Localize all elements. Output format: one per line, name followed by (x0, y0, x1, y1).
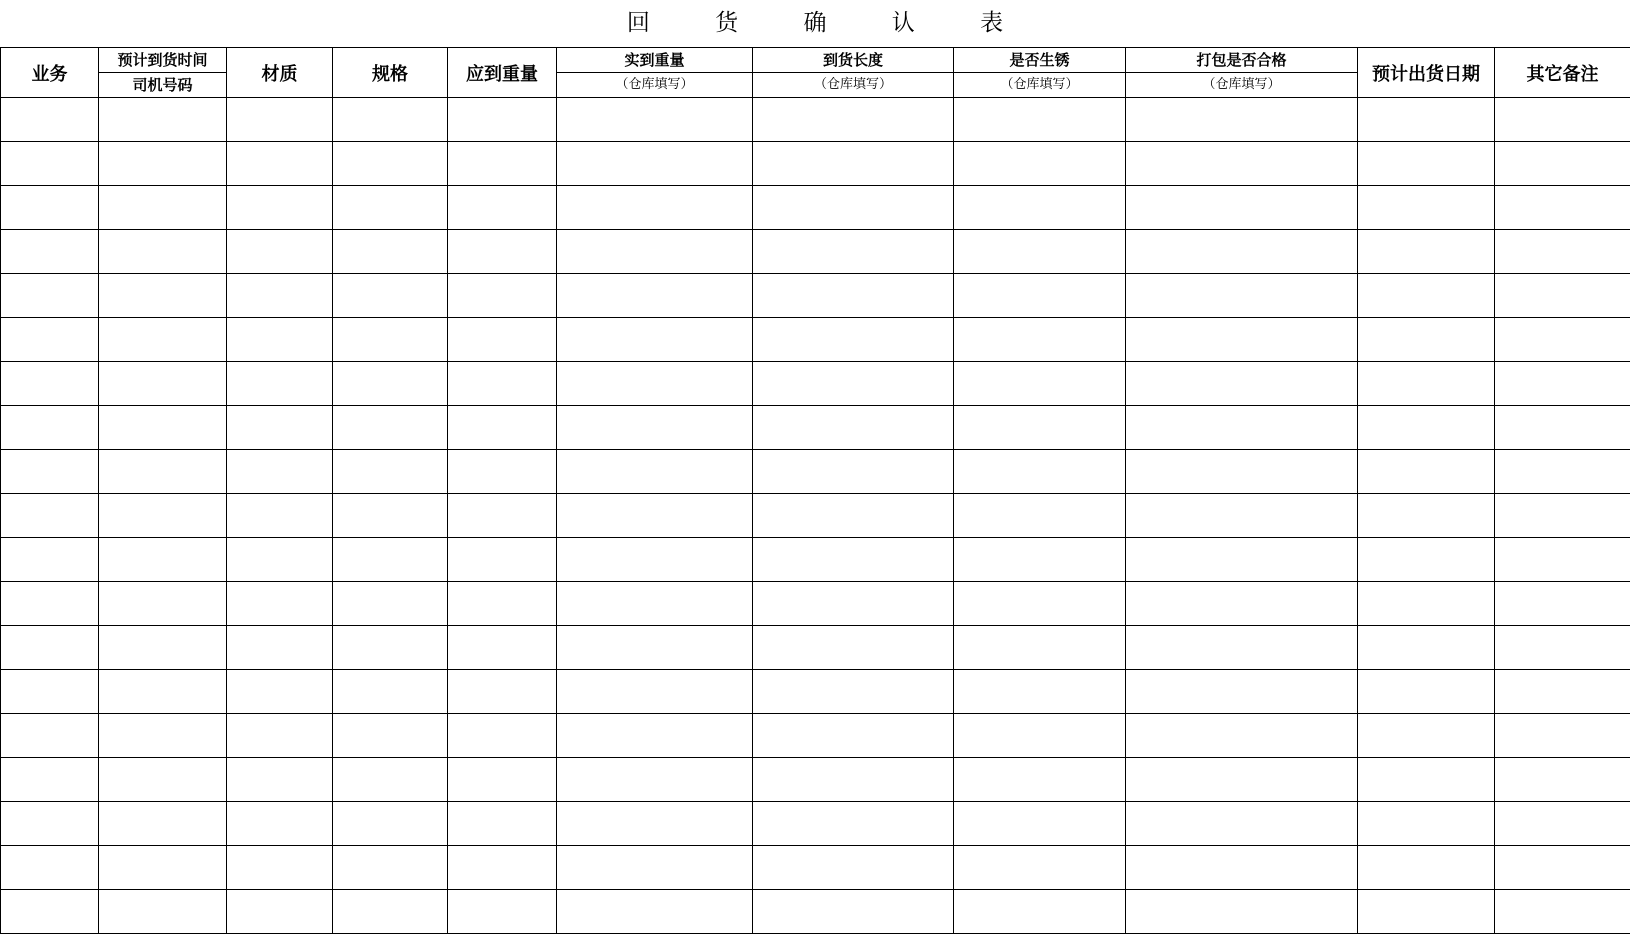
table-cell-spec[interactable] (333, 714, 448, 758)
table-cell-ship_date[interactable] (1358, 98, 1495, 142)
table-cell-remarks[interactable] (1495, 758, 1630, 802)
table-cell-rusted[interactable] (954, 142, 1126, 186)
table-cell-remarks[interactable] (1495, 318, 1630, 362)
table-cell-arrival_length[interactable] (753, 494, 954, 538)
table-cell-rusted[interactable] (954, 98, 1126, 142)
table-cell-material[interactable] (227, 98, 333, 142)
table-row (1, 582, 1630, 626)
table-cell-actual_weight[interactable] (557, 186, 753, 230)
table-cell-eta_driver[interactable] (99, 142, 227, 186)
table-cell-eta_driver[interactable] (99, 362, 227, 406)
table-cell-material[interactable] (227, 450, 333, 494)
table-cell-arrival_length[interactable] (753, 626, 954, 670)
table-cell-remarks[interactable] (1495, 802, 1630, 846)
table-cell-arrival_length[interactable] (753, 714, 954, 758)
table-cell-actual_weight[interactable] (557, 802, 753, 846)
table-cell-actual_weight[interactable] (557, 758, 753, 802)
table-cell-actual_weight[interactable] (557, 714, 753, 758)
header-spec: 规格 (333, 48, 448, 98)
table-cell-business[interactable] (1, 142, 99, 186)
table-cell-actual_weight[interactable] (557, 670, 753, 714)
table-cell-business[interactable] (1, 846, 99, 890)
table-cell-expected_weight[interactable] (448, 846, 557, 890)
header-business: 业务 (1, 48, 99, 98)
table-cell-expected_weight[interactable] (448, 186, 557, 230)
header-actual-weight: 实到重量 (557, 48, 753, 73)
table-cell-arrival_length[interactable] (753, 670, 954, 714)
table-cell-arrival_length[interactable] (753, 274, 954, 318)
table-cell-expected_weight[interactable] (448, 406, 557, 450)
table-cell-rusted[interactable] (954, 450, 1126, 494)
table-cell-material[interactable] (227, 318, 333, 362)
header-material: 材质 (227, 48, 333, 98)
table-cell-rusted[interactable] (954, 714, 1126, 758)
table-row (1, 142, 1630, 186)
table-cell-ship_date[interactable] (1358, 494, 1495, 538)
table-cell-packing_ok[interactable] (1126, 670, 1358, 714)
table-row (1, 450, 1630, 494)
table-cell-actual_weight[interactable] (557, 890, 753, 934)
table-row (1, 362, 1630, 406)
table-cell-remarks[interactable] (1495, 714, 1630, 758)
table-cell-business[interactable] (1, 98, 99, 142)
table-cell-material[interactable] (227, 670, 333, 714)
table-cell-ship_date[interactable] (1358, 274, 1495, 318)
table-cell-spec[interactable] (333, 230, 448, 274)
header-note-actual-weight: （仓库填写） (557, 73, 753, 98)
table-cell-material[interactable] (227, 274, 333, 318)
table-cell-rusted[interactable] (954, 186, 1126, 230)
table-cell-business[interactable] (1, 890, 99, 934)
table-cell-business[interactable] (1, 318, 99, 362)
header-rusted: 是否生锈 (954, 48, 1126, 73)
table-cell-eta_driver[interactable] (99, 758, 227, 802)
table-cell-material[interactable] (227, 890, 333, 934)
table-row (1, 494, 1630, 538)
table-cell-arrival_length[interactable] (753, 186, 954, 230)
table-cell-business[interactable] (1, 538, 99, 582)
header-row-top (1, 48, 1630, 73)
table-cell-packing_ok[interactable] (1126, 538, 1358, 582)
table-cell-material[interactable] (227, 714, 333, 758)
table-cell-actual_weight[interactable] (557, 538, 753, 582)
table-cell-packing_ok[interactable] (1126, 802, 1358, 846)
table-cell-rusted[interactable] (954, 846, 1126, 890)
header-eta: 预计到货时间 (99, 48, 227, 73)
table-cell-material[interactable] (227, 142, 333, 186)
table-cell-spec[interactable] (333, 362, 448, 406)
table-cell-packing_ok[interactable] (1126, 186, 1358, 230)
table-cell-business[interactable] (1, 802, 99, 846)
table-cell-material[interactable] (227, 230, 333, 274)
table-cell-eta_driver[interactable] (99, 626, 227, 670)
table-cell-remarks[interactable] (1495, 186, 1630, 230)
table-cell-remarks[interactable] (1495, 98, 1630, 142)
table-cell-expected_weight[interactable] (448, 362, 557, 406)
table-cell-arrival_length[interactable] (753, 802, 954, 846)
table-cell-remarks[interactable] (1495, 230, 1630, 274)
table-cell-arrival_length[interactable] (753, 318, 954, 362)
table-cell-arrival_length[interactable] (753, 758, 954, 802)
table-cell-spec[interactable] (333, 450, 448, 494)
table-row (1, 274, 1630, 318)
table-cell-expected_weight[interactable] (448, 142, 557, 186)
table-cell-spec[interactable] (333, 98, 448, 142)
table-cell-material[interactable] (227, 802, 333, 846)
header-ship-date: 预计出货日期 (1358, 48, 1495, 98)
table-cell-eta_driver[interactable] (99, 714, 227, 758)
table-cell-remarks[interactable] (1495, 142, 1630, 186)
header-packing-ok: 打包是否合格 (1126, 48, 1358, 73)
header-note-packing-ok: （仓库填写） (1126, 73, 1358, 98)
table-cell-expected_weight[interactable] (448, 98, 557, 142)
table-cell-eta_driver[interactable] (99, 890, 227, 934)
table-cell-rusted[interactable] (954, 494, 1126, 538)
table-cell-eta_driver[interactable] (99, 318, 227, 362)
table-cell-business[interactable] (1, 714, 99, 758)
table-cell-packing_ok[interactable] (1126, 362, 1358, 406)
table-cell-spec[interactable] (333, 142, 448, 186)
table-cell-packing_ok[interactable] (1126, 626, 1358, 670)
table-cell-expected_weight[interactable] (448, 450, 557, 494)
table-cell-material[interactable] (227, 406, 333, 450)
table-cell-remarks[interactable] (1495, 626, 1630, 670)
table-cell-ship_date[interactable] (1358, 406, 1495, 450)
table-cell-eta_driver[interactable] (99, 846, 227, 890)
table-cell-business[interactable] (1, 362, 99, 406)
table-cell-material[interactable] (227, 362, 333, 406)
table-cell-business[interactable] (1, 494, 99, 538)
table-cell-arrival_length[interactable] (753, 846, 954, 890)
table-cell-packing_ok[interactable] (1126, 98, 1358, 142)
table-cell-packing_ok[interactable] (1126, 142, 1358, 186)
table-cell-ship_date[interactable] (1358, 626, 1495, 670)
table-cell-eta_driver[interactable] (99, 230, 227, 274)
table-cell-packing_ok[interactable] (1126, 230, 1358, 274)
table-cell-business[interactable] (1, 582, 99, 626)
table-cell-actual_weight[interactable] (557, 406, 753, 450)
table-cell-actual_weight[interactable] (557, 142, 753, 186)
table-cell-packing_ok[interactable] (1126, 494, 1358, 538)
table-cell-material[interactable] (227, 626, 333, 670)
table-cell-eta_driver[interactable] (99, 670, 227, 714)
table-cell-ship_date[interactable] (1358, 714, 1495, 758)
table-cell-rusted[interactable] (954, 538, 1126, 582)
table-cell-expected_weight[interactable] (448, 802, 557, 846)
return-goods-table (0, 47, 1630, 934)
table-cell-arrival_length[interactable] (753, 230, 954, 274)
table-row (1, 98, 1630, 142)
table-cell-business[interactable] (1, 626, 99, 670)
table-cell-actual_weight[interactable] (557, 626, 753, 670)
table-row (1, 406, 1630, 450)
table-cell-business[interactable] (1, 186, 99, 230)
table-cell-spec[interactable] (333, 670, 448, 714)
table-cell-arrival_length[interactable] (753, 450, 954, 494)
table-cell-spec[interactable] (333, 626, 448, 670)
table-cell-expected_weight[interactable] (448, 494, 557, 538)
table-cell-arrival_length[interactable] (753, 582, 954, 626)
table-row (1, 802, 1630, 846)
table-cell-remarks[interactable] (1495, 890, 1630, 934)
table-cell-rusted[interactable] (954, 670, 1126, 714)
table-cell-eta_driver[interactable] (99, 538, 227, 582)
header-note-arrival-length: （仓库填写） (753, 73, 954, 98)
table-cell-spec[interactable] (333, 186, 448, 230)
table-cell-packing_ok[interactable] (1126, 758, 1358, 802)
table-cell-material[interactable] (227, 758, 333, 802)
table-cell-ship_date[interactable] (1358, 318, 1495, 362)
table-cell-rusted[interactable] (954, 362, 1126, 406)
table-cell-expected_weight[interactable] (448, 670, 557, 714)
table-cell-packing_ok[interactable] (1126, 890, 1358, 934)
table-cell-business[interactable] (1, 274, 99, 318)
table-cell-remarks[interactable] (1495, 670, 1630, 714)
table-cell-remarks[interactable] (1495, 274, 1630, 318)
table-cell-ship_date[interactable] (1358, 846, 1495, 890)
table-cell-remarks[interactable] (1495, 362, 1630, 406)
table-cell-spec[interactable] (333, 802, 448, 846)
table-cell-actual_weight[interactable] (557, 362, 753, 406)
header-arrival-length: 到货长度 (753, 48, 954, 73)
table-cell-arrival_length[interactable] (753, 362, 954, 406)
table-cell-rusted[interactable] (954, 890, 1126, 934)
table-cell-rusted[interactable] (954, 626, 1126, 670)
table-cell-arrival_length[interactable] (753, 142, 954, 186)
table-cell-expected_weight[interactable] (448, 274, 557, 318)
table-cell-actual_weight[interactable] (557, 318, 753, 362)
table-row (1, 318, 1630, 362)
table-cell-ship_date[interactable] (1358, 186, 1495, 230)
table-cell-ship_date[interactable] (1358, 538, 1495, 582)
table-cell-material[interactable] (227, 186, 333, 230)
table-cell-rusted[interactable] (954, 230, 1126, 274)
table-cell-ship_date[interactable] (1358, 890, 1495, 934)
table-cell-eta_driver[interactable] (99, 186, 227, 230)
table-cell-remarks[interactable] (1495, 582, 1630, 626)
table-cell-expected_weight[interactable] (448, 626, 557, 670)
table-cell-spec[interactable] (333, 538, 448, 582)
table-cell-expected_weight[interactable] (448, 230, 557, 274)
table-cell-packing_ok[interactable] (1126, 714, 1358, 758)
table-cell-actual_weight[interactable] (557, 450, 753, 494)
table-cell-packing_ok[interactable] (1126, 274, 1358, 318)
table-cell-ship_date[interactable] (1358, 582, 1495, 626)
table-cell-eta_driver[interactable] (99, 494, 227, 538)
table-cell-arrival_length[interactable] (753, 406, 954, 450)
table-cell-eta_driver[interactable] (99, 582, 227, 626)
table-cell-eta_driver[interactable] (99, 450, 227, 494)
table-cell-spec[interactable] (333, 406, 448, 450)
table-cell-spec[interactable] (333, 318, 448, 362)
table-row (1, 186, 1630, 230)
table-cell-ship_date[interactable] (1358, 230, 1495, 274)
table-cell-expected_weight[interactable] (448, 758, 557, 802)
table-cell-expected_weight[interactable] (448, 890, 557, 934)
table-cell-eta_driver[interactable] (99, 802, 227, 846)
table-cell-rusted[interactable] (954, 318, 1126, 362)
table-cell-ship_date[interactable] (1358, 670, 1495, 714)
table-cell-actual_weight[interactable] (557, 98, 753, 142)
table-cell-expected_weight[interactable] (448, 582, 557, 626)
table-cell-expected_weight[interactable] (448, 318, 557, 362)
table-cell-rusted[interactable] (954, 582, 1126, 626)
table-cell-spec[interactable] (333, 274, 448, 318)
table-cell-ship_date[interactable] (1358, 142, 1495, 186)
table-row (1, 846, 1630, 890)
table-cell-ship_date[interactable] (1358, 362, 1495, 406)
header-expected-weight: 应到重量 (448, 48, 557, 98)
table-cell-material[interactable] (227, 846, 333, 890)
table-cell-business[interactable] (1, 450, 99, 494)
table-cell-spec[interactable] (333, 494, 448, 538)
header-note-rusted: （仓库填写） (954, 73, 1126, 98)
table-cell-packing_ok[interactable] (1126, 318, 1358, 362)
table-cell-eta_driver[interactable] (99, 274, 227, 318)
header-remarks: 其它备注 (1495, 48, 1630, 98)
table-row (1, 538, 1630, 582)
table-row (1, 626, 1630, 670)
table-row (1, 714, 1630, 758)
table-cell-actual_weight[interactable] (557, 846, 753, 890)
table-cell-spec[interactable] (333, 758, 448, 802)
table-cell-ship_date[interactable] (1358, 758, 1495, 802)
table-cell-packing_ok[interactable] (1126, 846, 1358, 890)
table-cell-actual_weight[interactable] (557, 582, 753, 626)
table-cell-rusted[interactable] (954, 406, 1126, 450)
table-cell-spec[interactable] (333, 846, 448, 890)
table-cell-business[interactable] (1, 758, 99, 802)
table-cell-material[interactable] (227, 582, 333, 626)
table-row (1, 758, 1630, 802)
table-cell-material[interactable] (227, 494, 333, 538)
table-cell-actual_weight[interactable] (557, 274, 753, 318)
table-row (1, 230, 1630, 274)
table-cell-arrival_length[interactable] (753, 98, 954, 142)
table-cell-business[interactable] (1, 406, 99, 450)
table-cell-rusted[interactable] (954, 758, 1126, 802)
header-driver-phone: 司机号码 (99, 73, 227, 98)
table-cell-remarks[interactable] (1495, 406, 1630, 450)
table-cell-ship_date[interactable] (1358, 802, 1495, 846)
table-cell-packing_ok[interactable] (1126, 582, 1358, 626)
table-cell-actual_weight[interactable] (557, 230, 753, 274)
table-cell-packing_ok[interactable] (1126, 450, 1358, 494)
table-cell-rusted[interactable] (954, 274, 1126, 318)
table-cell-packing_ok[interactable] (1126, 406, 1358, 450)
table-cell-business[interactable] (1, 670, 99, 714)
table-cell-expected_weight[interactable] (448, 714, 557, 758)
table-cell-business[interactable] (1, 230, 99, 274)
table-cell-rusted[interactable] (954, 802, 1126, 846)
table-cell-actual_weight[interactable] (557, 494, 753, 538)
table-cell-expected_weight[interactable] (448, 538, 557, 582)
table-cell-remarks[interactable] (1495, 846, 1630, 890)
table-cell-spec[interactable] (333, 890, 448, 934)
table-cell-eta_driver[interactable] (99, 98, 227, 142)
table-cell-arrival_length[interactable] (753, 538, 954, 582)
table-cell-spec[interactable] (333, 582, 448, 626)
table-cell-ship_date[interactable] (1358, 450, 1495, 494)
table-cell-eta_driver[interactable] (99, 406, 227, 450)
sheet-title: 回 货 确 认 表 (626, 10, 1033, 36)
table-cell-remarks[interactable] (1495, 494, 1630, 538)
table-row (1, 670, 1630, 714)
table-cell-arrival_length[interactable] (753, 890, 954, 934)
table-cell-remarks[interactable] (1495, 538, 1630, 582)
table-cell-remarks[interactable] (1495, 450, 1630, 494)
table-cell-material[interactable] (227, 538, 333, 582)
table-row (1, 890, 1630, 934)
